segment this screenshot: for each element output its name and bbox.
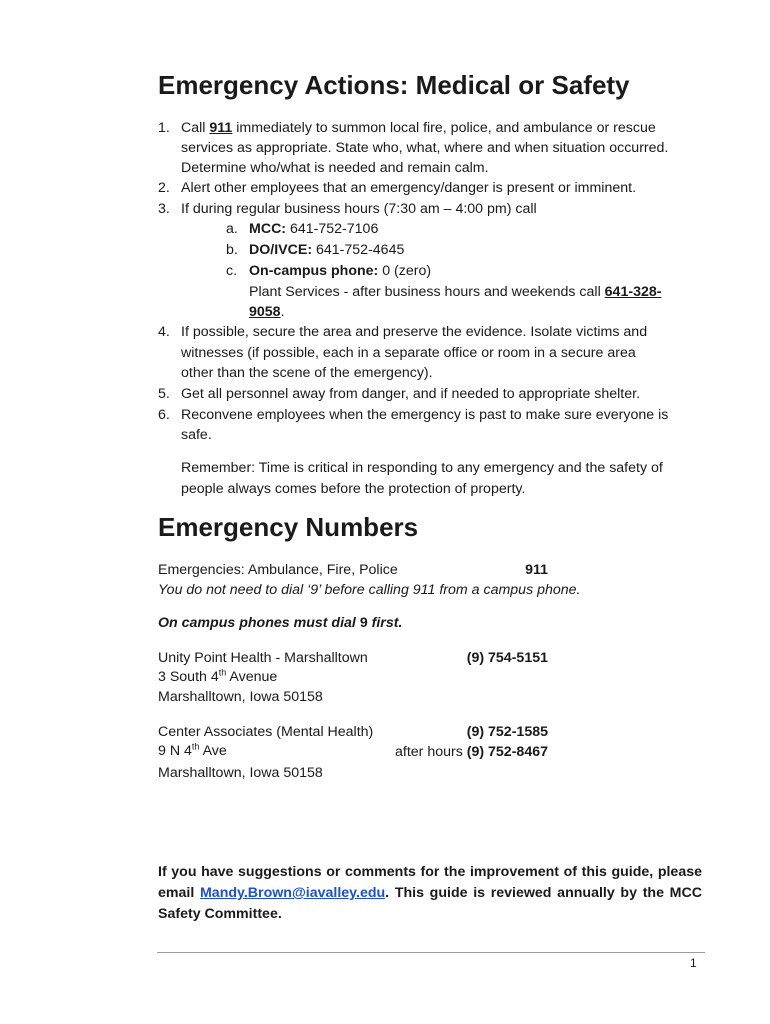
center-associates-name: Center Associates (Mental Health) [158, 724, 374, 740]
sublist-item-do-ivce: DO/IVCE: 641-752-4645 [249, 242, 405, 258]
sublist-item-on-campus: On-campus phone: 0 (zero) [249, 263, 432, 279]
email-link[interactable]: Mandy.Brown@iavalley.edu [199, 885, 386, 901]
plant-services-line-1: Plant Services - after business hours and weekends call 641-328- [249, 284, 662, 300]
emergencies-label: Emergencies: Ambulance, Fire, Police [158, 562, 398, 578]
list-number: 2. [158, 180, 170, 196]
list-item-5: Get all personnel away from danger, and if needed to appropriate shelter. [181, 386, 641, 402]
sublist-letter: c. [226, 263, 238, 279]
list-item-4-line-1: If possible, secure the area and preserve the evidence. Isolate victims and [181, 324, 648, 340]
list-item-1-line-1: Call 911 immediately to summon local fire, police, and ambulance or rescue [181, 120, 656, 136]
list-number: 5. [158, 386, 170, 402]
center-associates-phone: (9) 752-1585 [466, 724, 548, 740]
center-associates-city: Marshalltown, Iowa 50158 [158, 765, 323, 781]
emergencies-number: 911 [525, 562, 548, 578]
list-item-4-line-3: other than the scene of the emergency). [181, 365, 433, 381]
list-item-1-line-3: Determine who/what is needed and remain calm. [181, 160, 489, 176]
center-associates-address: 9 N 4th Ave [158, 741, 227, 759]
sublist-letter: a. [226, 221, 238, 237]
list-item-4-line-2: witnesses (if possible, each in a separate office or room in a secure area [181, 345, 636, 361]
page-number: 1 [690, 956, 697, 970]
feedback-paragraph: If you have suggestions or comments for the improvement of this guide, please email Mandy.Brown@iavalley.edu. This guide is reviewed annually by the MCC Safety Committee. [158, 864, 702, 922]
emergency-number-911: 911 [209, 120, 233, 136]
dial-note: You do not need to dial ‘9’ before calling 911 from a campus phone. [158, 582, 581, 598]
center-associates-after-hours: after hours (9) 752-8467 [394, 744, 548, 760]
unity-point-address: 3 South 4th Avenue [158, 667, 278, 685]
section-title-emergency-numbers: Emergency Numbers [158, 512, 419, 542]
list-item-3: If during regular business hours (7:30 am – 4:00 pm) call [181, 201, 537, 217]
list-number: 3. [158, 201, 170, 217]
list-item-2: Alert other employees that an emergency/danger is present or imminent. [181, 180, 637, 196]
plant-services-line-2: 9058. [249, 304, 285, 320]
sublist-letter: b. [226, 242, 238, 258]
list-number: 4. [158, 324, 170, 340]
remember-note-line-1: Remember: Time is critical in responding to any emergency and the safety of [181, 460, 663, 476]
footer-divider [157, 952, 705, 953]
list-number: 6. [158, 407, 170, 423]
campus-dial-note: On campus phones must dial 9 first. [158, 615, 403, 631]
list-number: 1. [158, 120, 170, 136]
list-item-6-line-1: Reconvene employees when the emergency is past to make sure everyone is [181, 407, 669, 423]
remember-note-line-2: people always comes before the protection of property. [181, 481, 526, 497]
sublist-item-mcc: MCC: 641-752-7106 [249, 221, 379, 237]
section-title-emergency-actions: Emergency Actions: Medical or Safety [158, 70, 630, 100]
plant-services-phone: 641-328- [604, 284, 662, 300]
list-item-1-line-2: services as appropriate. State who, what, where and when situation occurred. [181, 140, 669, 156]
unity-point-name: Unity Point Health - Marshalltown [158, 650, 368, 666]
list-item-6-line-2: safe. [181, 427, 212, 443]
unity-point-city: Marshalltown, Iowa 50158 [158, 689, 323, 705]
unity-point-phone: (9) 754-5151 [466, 650, 548, 666]
